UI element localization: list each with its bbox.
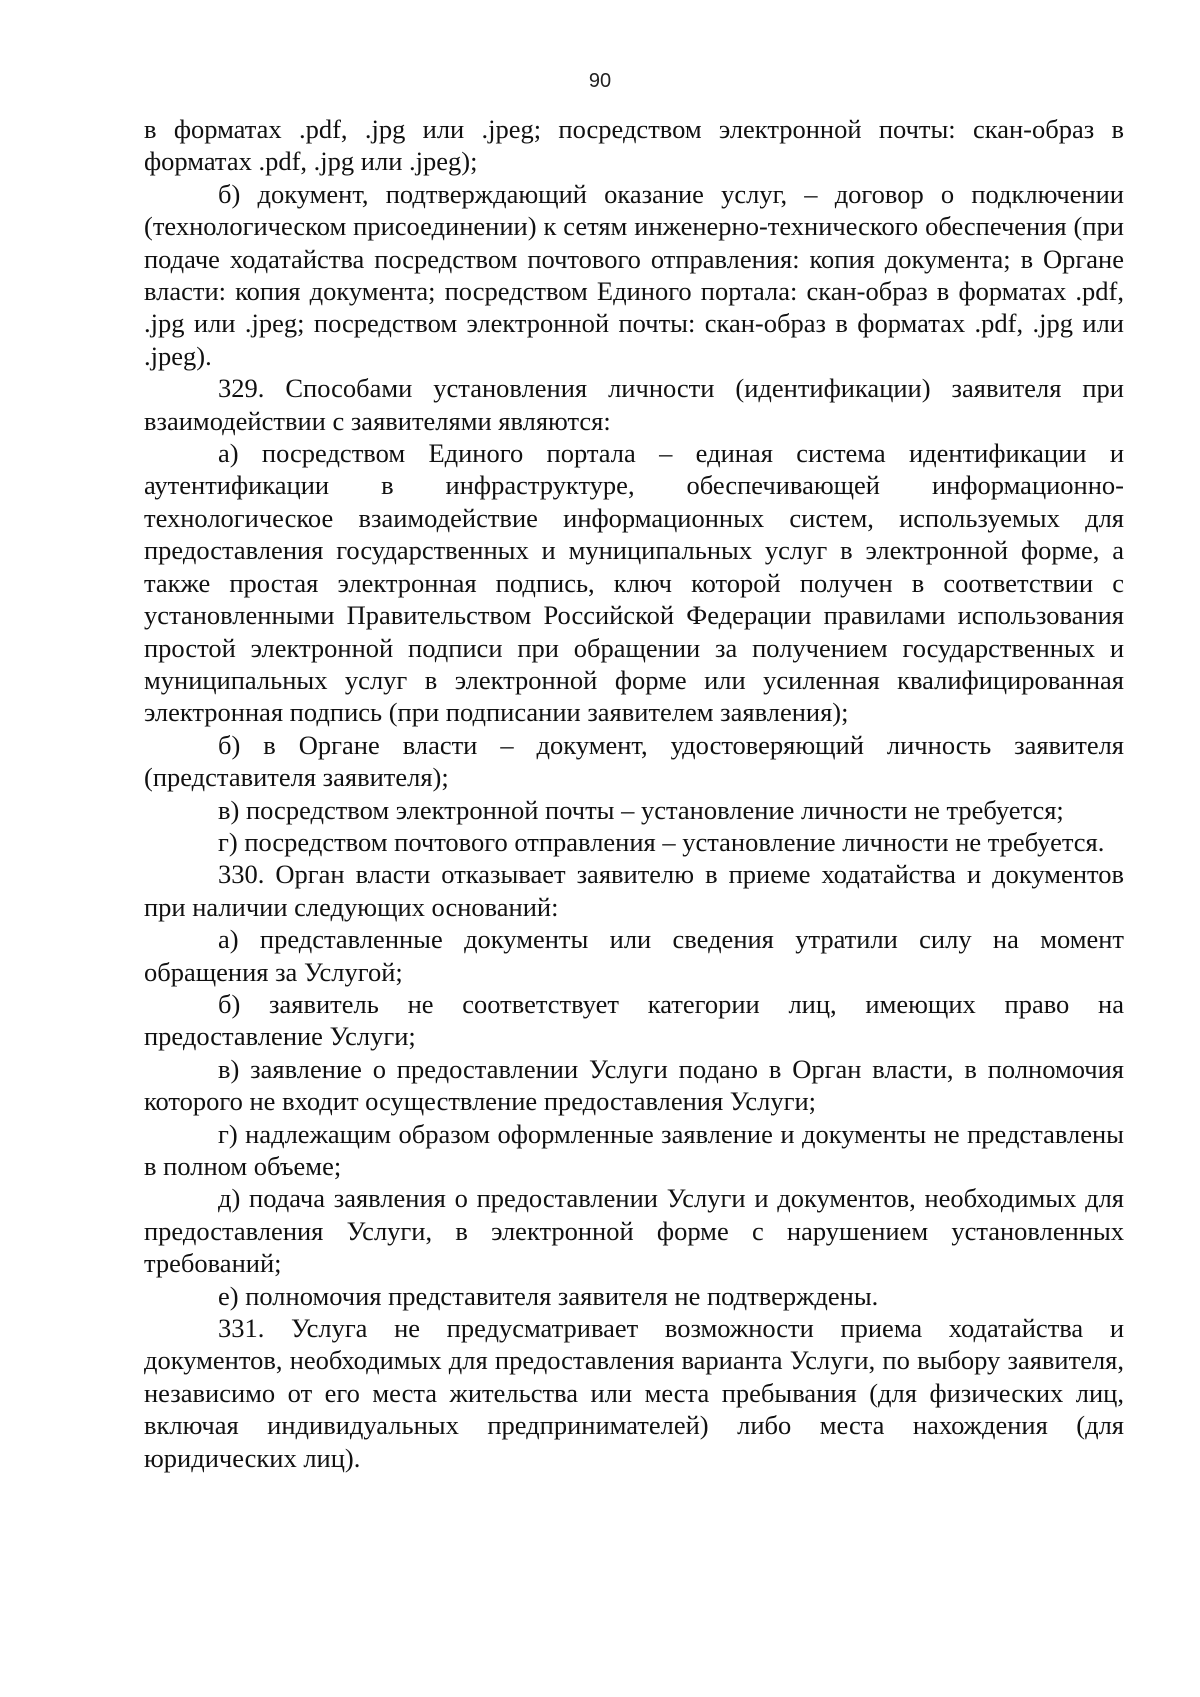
paragraph-329-v: в) посредством электронной почты – установление личности не требуется; — [218, 794, 1064, 825]
document-text — [144, 113, 1124, 1474]
paragraph-329-a: а) посредством Единого портала – единая система идентификации и аутентификации в инфраструктуре, обеспечивающей информационно-технологическое взаимодействие информационных систем, используемых для предоставления государственных и муниципальных услуг в электронной форме, а также простая электронная подпись, ключ которой получен в соответствии с установленными Правительством Российской Федерации правилами использования простой электронной подписи при обращении за получением государственных и муниципальных услуг в электронной форме или усиленная квалифицированная электронная подпись (при подписании заявителем заявления); — [144, 438, 1124, 728]
paragraph-330-b: б) заявитель не соответствует категории лиц, имеющих право на предоставление Услуги; — [144, 988, 1124, 1052]
page-number: 90 — [588, 70, 612, 92]
paragraph-329-b: б) в Органе власти – документ, удостоверяющий личность заявителя (представителя заявителя); — [144, 729, 1124, 793]
paragraph-item-b-service-document: б) документ, подтверждающий оказание услуг, – договор о подключении (технологическом присоединении) к сетям инженерно-технического обеспечения (при подаче ходатайства посредством почтового отправления: копия документа; в Органе власти: копия документа; посредством Единого портала: скан-образ в форматах .pdf, .jpg или .jpeg; посредством электронной почты: скан-образ в форматах .pdf, .jpg или .jpeg). — [144, 178, 1124, 371]
paragraph-330: 330. Орган власти отказывает заявителю в приеме ходатайства и документов при наличии следующих оснований: — [144, 859, 1124, 922]
paragraph-330-a: а) представленные документы или сведения утратили силу на момент обращения за Услугой; — [144, 924, 1124, 987]
paragraph-329-g: г) посредством почтового отправления – установление личности не требуется. — [218, 826, 1105, 857]
paragraph-330-e: е) полномочия представителя заявителя не подтверждены. — [218, 1280, 879, 1311]
paragraph-continuation: в форматах .pdf, .jpg или .jpeg; посредством электронной почты: скан-образ в форматах .pdf, .jpg или .jpeg); — [144, 114, 1124, 177]
paragraph-330-v: в) заявление о предоставлении Услуги подано в Орган власти, в полномочия которого не входит осуществление предоставления Услуги; — [144, 1053, 1124, 1117]
paragraph-330-d: д) подача заявления о предоставлении Услуги и документов, необходимых для предоставления Услуги, в электронной форме с нарушением установленных требований; — [144, 1183, 1124, 1279]
paragraph-329: 329. Способами установления личности (идентификации) заявителя при взаимодействии с заявителями являются: — [144, 373, 1124, 436]
paragraph-331: 331. Услуга не предусматривает возможности приема ходатайства и документов, необходимых для предоставления варианта Услуги, по выбору заявителя, независимо от его места жительства или места пребывания (для физических лиц, включая индивидуальных предпринимателей) либо места нахождения (для юридических лиц). — [144, 1313, 1124, 1473]
paragraph-330-g: г) надлежащим образом оформленные заявление и документы не представлены в полном объеме; — [144, 1118, 1124, 1181]
